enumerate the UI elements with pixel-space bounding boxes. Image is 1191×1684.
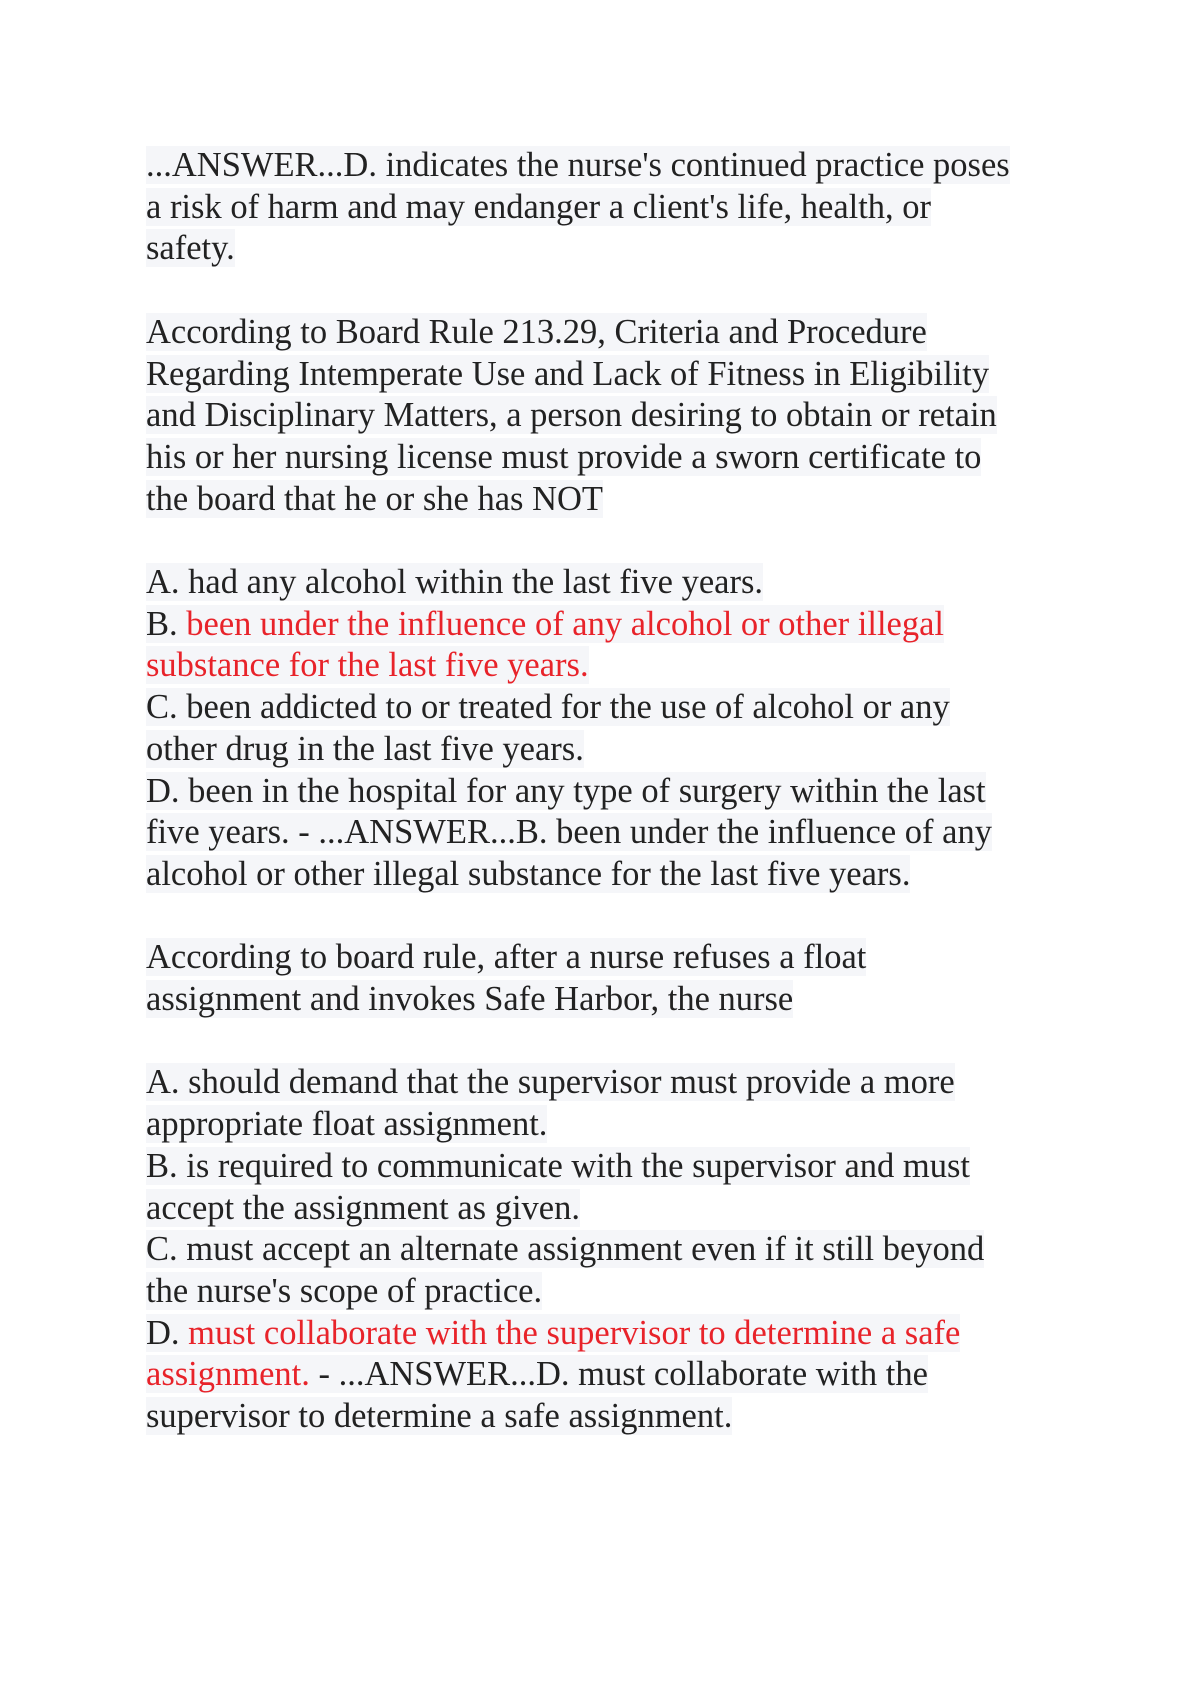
option-b-text: accept the assignment as given. [146,1188,580,1227]
option-a [146,1062,1066,1104]
option-a [146,562,1066,604]
question-1-stem [146,312,1066,521]
text-line: the board that he or she has NOT [146,479,603,518]
option-a-text: A. should demand that the supervisor must provide a more [146,1063,955,1102]
option-c-text: the nurse's scope of practice. [146,1271,543,1310]
option-d [146,1313,1066,1355]
option-b [146,604,1066,646]
text-line: According to board rule, after a nurse refuses a float [146,938,867,977]
option-c [146,1229,1066,1271]
option-d [146,771,1066,813]
option-b-prefix: B. [146,604,187,643]
text-line: safety. [146,229,235,268]
text-line: Regarding Intemperate Use and Lack of Fitness in Eligibility [146,354,990,393]
question-2-options [146,1062,1066,1437]
answer-key-text: - ...ANSWER...D. must collaborate with the [309,1355,928,1394]
option-b-text: B. is required to communicate with the supervisor and must [146,1146,971,1185]
option-b [146,1146,1066,1188]
text-line: his or her nursing license must provide a sworn certificate to [146,437,982,476]
option-d-text: five years. - ...ANSWER...B. been under the influence of any [146,813,992,852]
correct-answer-text: must collaborate with the supervisor to determine a safe [188,1313,961,1352]
question-2-stem [146,937,1066,1020]
answer-key-text: supervisor to determine a safe assignment. [146,1397,733,1436]
correct-answer-text: been under the influence of any alcohol or other illegal [186,604,945,643]
correct-answer-text: substance for the last five years. [146,646,589,685]
correct-answer-text: assignment. [146,1355,310,1394]
text-line: ...ANSWER...D. indicates the nurse's continued practice poses [146,146,1010,184]
text-line: a risk of harm and may endanger a client's life, health, or [146,187,932,226]
option-d-text: D. been in the hospital for any type of surgery within the last [146,771,986,810]
option-c [146,687,1066,729]
option-d-prefix: D. [146,1313,189,1352]
option-d-text: alcohol or other illegal substance for the last five years. [146,854,911,893]
question-1-options [146,562,1066,896]
option-a-text: A. had any alcohol within the last five years. [146,563,763,601]
answer-paragraph [146,145,1066,270]
option-c-text: other drug in the last five years. [146,729,584,768]
text-line: According to Board Rule 213.29, Criteria and Procedure [146,312,927,351]
text-line: and Disciplinary Matters, a person desiring to obtain or retain [146,396,997,435]
text-line: assignment and invokes Safe Harbor, the nurse [146,980,794,1019]
option-a-text: appropriate float assignment. [146,1105,548,1144]
option-c-text: C. must accept an alternate assignment even if it still beyond [146,1230,985,1269]
option-c-text: C. been addicted to or treated for the use of alcohol or any [146,688,950,727]
page-content [146,145,1066,1479]
